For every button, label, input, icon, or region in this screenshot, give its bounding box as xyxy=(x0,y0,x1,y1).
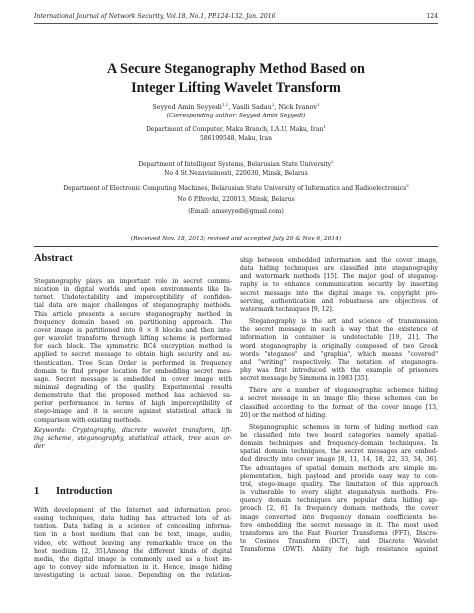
paragraph-line: classified according to the format of the cover image [13, xyxy=(240,403,438,411)
paragraph-line: be classified into two board categories namely spatial- xyxy=(240,432,438,439)
paragraph-line: ship between embedded information and the cover image, xyxy=(240,257,438,264)
paragraph-line: 20] or the method of hiding. xyxy=(240,411,328,419)
paragraph-line: spatial domain techniques, the secret messages are embed- xyxy=(240,448,438,456)
author-email: (Email: amseyyedi@gmail.com) xyxy=(188,208,284,215)
affiliation-1-address: 586199548, Maku, Iran xyxy=(200,135,272,142)
abstract-line: cover image is partitioned into 8 × 8 blocks and then inte- xyxy=(34,326,232,334)
intro-line: With development of the Internet and information proc- xyxy=(34,507,232,514)
intro-line: tion in a host medium that can be text, image, audio, xyxy=(34,531,232,539)
abstract-line: demonstrate that the proposed method has achieved su- xyxy=(34,392,232,400)
abstract-line: minimal degrading of the quality. Experimental results xyxy=(34,383,232,391)
paragraph-line: ded directly into cover image [8, 11, 14, 18, 22, 33, 34, 36]. xyxy=(240,456,438,464)
keywords-line: Keywords: Cryptography, discrete wavelet transform, lift- xyxy=(34,426,232,434)
paragraph-line: secret message by Simmons in 1983 [35]. xyxy=(240,375,370,383)
intro-line: investigating is actual issue. Depending on the relation- xyxy=(34,572,232,580)
paragraph-line: is vulnerable to every slight steganalysis methods. Fre- xyxy=(240,489,438,497)
paragraph-line: quency domain techniques are popular data hiding ap- xyxy=(240,497,438,505)
paragraph-line: words "steganos" and "graphia", which means "covered" xyxy=(240,350,438,358)
paragraph-line: plementation, high payload and provide easy way to con- xyxy=(240,472,438,480)
paragraph-line: Steganographic schemes in term of hiding method can xyxy=(249,423,438,431)
corresponding-author: (Corresponding author: Seyyed Amin Seyyedi) xyxy=(166,113,306,119)
paragraph-line: secret message into the digital image vs. copyright pro- xyxy=(240,289,438,297)
paragraph-line: word steganography is originally composed of two Greek xyxy=(240,342,438,350)
intro-line: media, the digital image is commonly used as a host im- xyxy=(34,555,232,563)
paper-title xyxy=(34,60,438,98)
running-head xyxy=(34,10,438,24)
paragraph-line: phy was first introduced with the example of prisoners xyxy=(240,366,438,374)
authors: Seyyed Amin Seyyedi$^{1,2}$, Vasili Sadau$^2$, Nick Ivanov$^3$ xyxy=(152,101,320,111)
paragraph-line: watermark techniques [9, 12]. xyxy=(240,305,334,313)
abstract-line: ger wavelet transform through lifting scheme is performed xyxy=(34,335,232,343)
introduction-heading xyxy=(34,485,112,498)
paragraph-line: the secret message in such a way that the existence of xyxy=(240,326,438,334)
abstract-line: tial data are major challenges of steganography methods. xyxy=(34,302,232,310)
intro-line: tention. Data hiding is a science of concealing informa- xyxy=(34,523,232,531)
title-line: Integer Lifting Wavelet Transform xyxy=(131,80,341,96)
header-divider xyxy=(34,246,438,247)
paragraph-line: a secret message in an image file; these schemes can be xyxy=(240,395,438,403)
abstract-line: stego-image and it is secure against statistical attack in xyxy=(34,408,232,416)
intro-line: age to convey side information in it. Hence, image hiding xyxy=(34,564,232,572)
affiliation-3: Department of Electronic Computing Machines, Belarusian State University of Informatics and Radioelectronics$^3$ xyxy=(63,183,409,192)
section-title: Introduction xyxy=(56,486,113,497)
paragraph-line: image converted into frequency domain coefficients be- xyxy=(240,513,438,521)
paragraph-line: information in container is undetectable [19, 21]. The xyxy=(240,334,438,342)
abstract-line: for each block. The symmetric RC4 encryption method is xyxy=(34,343,232,351)
paragraph-line: raphy is to enhance communication security by inserting xyxy=(240,281,438,289)
title-line: A Secure Steganography Method Based on xyxy=(107,61,365,77)
abstract-heading: Abstract xyxy=(34,253,73,264)
affiliation-2-address: No 4 St.Nezavisimosti, 220030, Minsk, Belarus xyxy=(164,170,308,177)
intro-line: video, etc without leaving any remarkable trace on the xyxy=(34,539,232,547)
affiliation-1: Department of Computer, Maku Branch, I.A.U, Maku, Iran$^1$ xyxy=(146,124,326,133)
abstract-line: nication in digital worlds and open environments like In- xyxy=(34,286,232,294)
received-dates: (Received Nov. 18, 2013; revised and accepted July 20 & Nov 6, 2014) xyxy=(130,236,342,242)
abstract-line: perior performance in terms of high imperceptibility of xyxy=(34,400,232,408)
abstract-line: comparison with existing methods. xyxy=(34,416,143,424)
page-number: 124 xyxy=(426,13,438,20)
paragraph-line: te Cosines Transform (DCT), and Discrete Wavelet xyxy=(240,537,438,545)
abstract-line: Steganography plays an important role in secret commu- xyxy=(34,278,232,285)
keywords-line: ing scheme, steganography, statistical attack, tree scan or- xyxy=(34,434,232,442)
paragraph-line: and "writing" respectively. The notation of steganogra- xyxy=(240,358,438,366)
paragraph-line: data hiding techniques are classified into steganography xyxy=(240,265,438,273)
intro-line: host medium [2, 35].Among the different kinds of digital xyxy=(34,547,232,555)
abstract-line: thentication. Tree Scan Order is performed in frequency xyxy=(34,359,232,367)
abstract-line: frequency domain based on partitioning approach. The xyxy=(34,318,232,326)
abstract-line: ternet. Undetectability and imperceptibility of confiden- xyxy=(34,294,232,302)
affiliation-2: Department of Intelligent Systems, Belarusian State University$^2$ xyxy=(138,159,334,168)
paragraph-line: fore embedding the secret message in it. The most used xyxy=(240,521,438,529)
abstract-line: This article presents a secure steganography method in xyxy=(34,310,232,318)
paragraph-line: Transforms (DWT). Ability for high resistance against xyxy=(240,546,438,554)
paragraph-line: transforms are the Fast Fourier Transforms (FFT), Discre- xyxy=(240,529,438,537)
paragraph-line: domain techniques and frequency-domain techniques. In xyxy=(240,440,438,448)
journal-citation: International Journal of Network Security, Vol.18, No.1, PP.124-132, Jan. 2016 xyxy=(34,13,276,20)
paragraph-line: and watermark methods [15]. The major goal of steganog- xyxy=(240,273,438,281)
paragraph-line: Steganography is the art and science of transmission xyxy=(249,318,438,326)
paragraph-line: There are a number of steganographic schemes hiding xyxy=(249,387,438,395)
paragraph-line: proach [2, 6]. In frequency domain methods, the cover xyxy=(240,505,438,513)
section-number: 1 xyxy=(34,486,40,497)
abstract-line: sage. Secret message is embedded in cover image with xyxy=(34,375,232,383)
paragraph-line: serving, authentication and robustness are objectives of xyxy=(240,297,438,305)
abstract-line: applied to secret message to obtain high security and au- xyxy=(34,351,232,359)
keywords-line: der xyxy=(34,443,45,450)
intro-line: essing techniques, data hiding has attracted lots of at- xyxy=(34,515,232,523)
affiliation-3-address: No 6 P.Brovki, 220013, Minsk, Belarus xyxy=(177,196,295,203)
paragraph-line: trol, stego-image quality. The limitation of this approach xyxy=(240,480,438,488)
abstract-line: domain to find proper location for embedding secret mes- xyxy=(34,367,232,375)
paragraph-line: The advantages of spatial domain methods are simple im- xyxy=(240,464,438,472)
